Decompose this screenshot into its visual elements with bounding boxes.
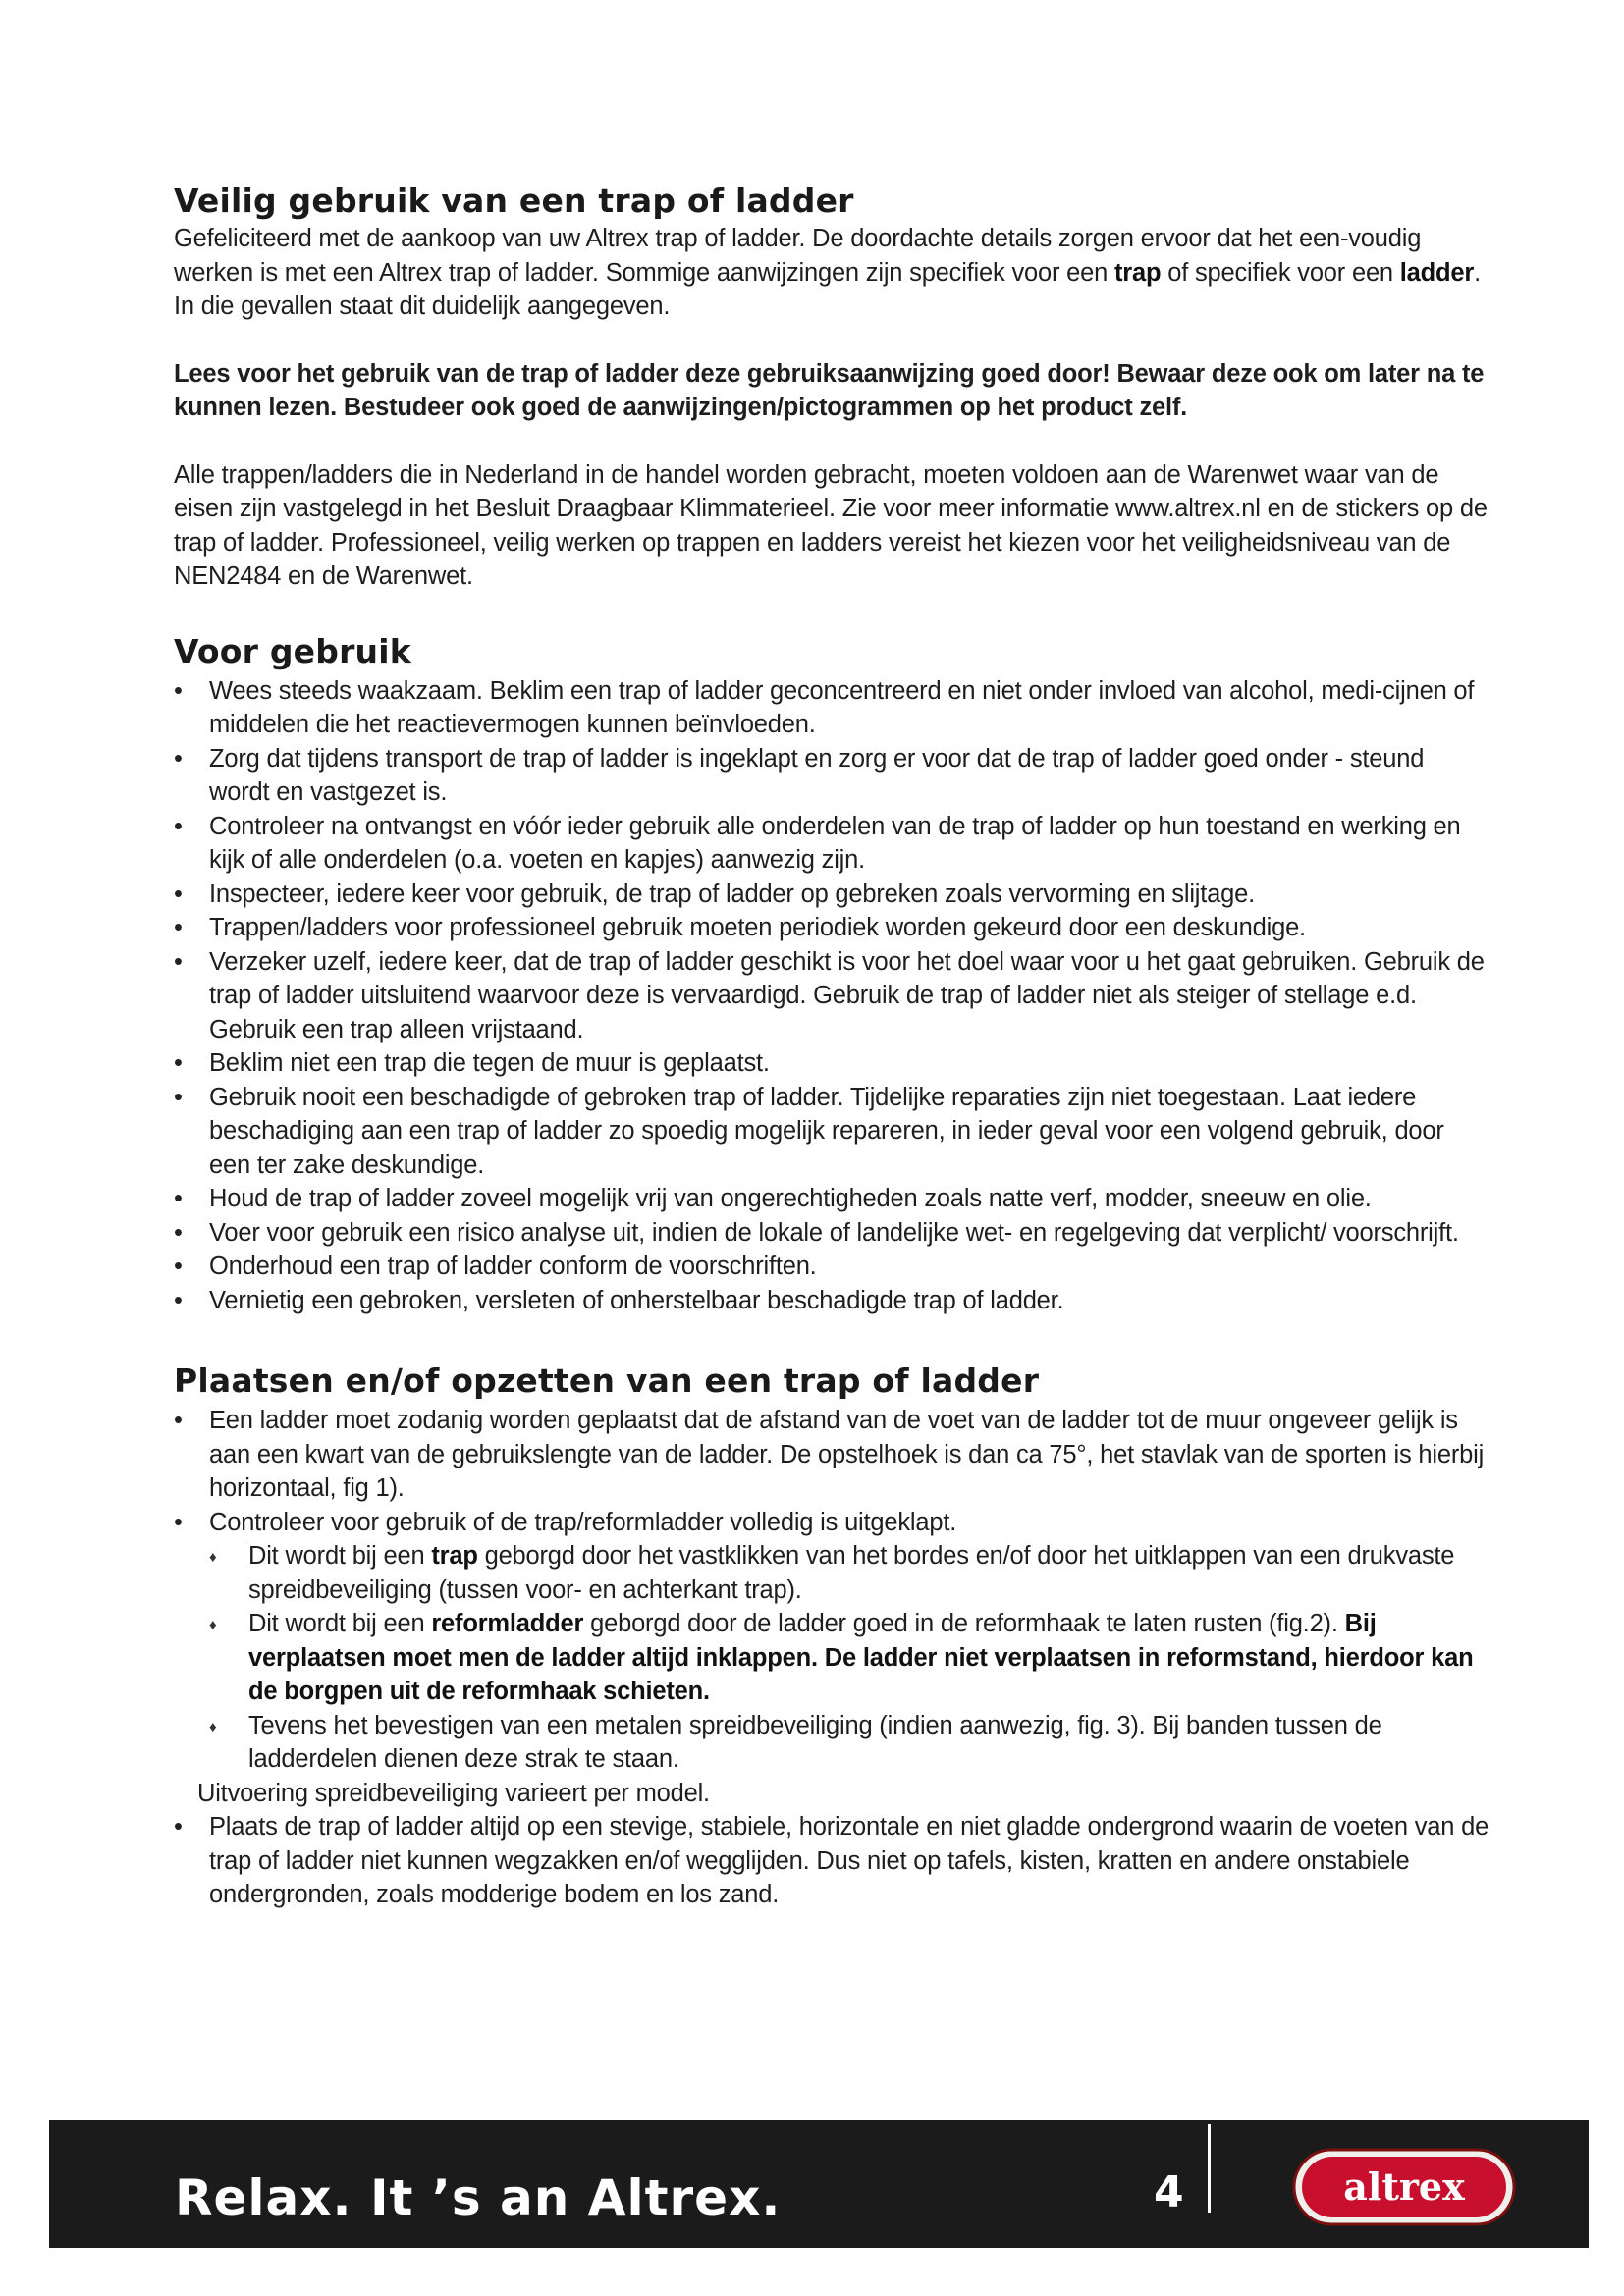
sub-list-item: ♦ Tevens het bevestigen van een metalen spreidbeveiliging (indien aanwezig, fig. 3). Bij banden tussen de ladderdelen dienen deze strak te staan. bbox=[174, 1709, 1489, 1777]
sub-list-item: ♦ Dit wordt bij een reformladder geborgd door de ladder goed in de reformhaak te laten rusten (fig.2). Bij verplaatsen moet men de ladder altijd inklappen. De ladder niet verplaatsen in reformstand, hierdoor kan de borgpen uit de reformhaak schieten. bbox=[174, 1607, 1489, 1709]
footer-bar bbox=[49, 2120, 1589, 2248]
list-item: • Plaats de trap of ladder altijd op een stevige, stabiele, horizontale en niet gladde ondergrond waarin de voeten van de trap of ladder niet kunnen wegzakken en/of wegglijden. Dus niet op tafels, kisten, kratten en andere onstabiele ondergronden, zoals modderige bodem en los zand. bbox=[174, 1810, 1489, 1912]
list-item: • Controleer voor gebruik of de trap/reformladder volledig is uitgeklapt. bbox=[174, 1506, 1489, 1540]
spreidbeveiliging-note: Uitvoering spreidbeveiliging varieert per model. bbox=[197, 1779, 710, 1807]
list-item: • Controleer na ontvangst en vóór ieder gebruik alle onderdelen van de trap of ladder op hun toestand en werking en kijk of alle onderdelen (o.a. voeten en kapjes) aanwezig zijn. bbox=[174, 810, 1489, 878]
list-item: • Vernietig een gebroken, versleten of onherstelbaar beschadigde trap of ladder. bbox=[174, 1284, 1489, 1318]
list-item: • Gebruik nooit een beschadigde of gebroken trap of ladder. Tijdelijke reparaties zijn niet toegestaan. Laat iedere beschadiging aan een trap of ladder zo spoedig mogelijk repareren, in ieder geval voor een volgend gebruik, door een ter zake deskundige. bbox=[174, 1081, 1489, 1183]
warning-paragraph: Lees voor het gebruik van de trap of ladder deze gebruiksaanwijzing goed door! Bewaar deze ook om later na te kunnen lezen. Bestudeer ook goed de aanwijzingen/pictogrammen op het product zelf. bbox=[174, 359, 1485, 421]
section-title-veilig-gebruik: Veilig gebruik van een trap of ladder bbox=[174, 182, 854, 220]
footer-divider bbox=[1208, 2124, 1211, 2213]
plaatsen-sublist bbox=[174, 1539, 1489, 1777]
section-title-voor-gebruik: Voor gebruik bbox=[174, 631, 411, 670]
altrex-logo-text: altrex bbox=[1343, 2164, 1465, 2209]
list-item: • Een ladder moet zodanig worden geplaatst dat de afstand van de voet van de ladder tot de muur ongeveer gelijk is aan een kwart van de gebruikslengte van de ladder. De opstelhoek is dan ca 75°, het stavlak van de sporten is hierbij horizontaal, fig 1). bbox=[174, 1404, 1489, 1506]
list-item: • Wees steeds waakzaam. Beklim een trap of ladder geconcentreerd en niet onder invloed van alcohol, medi-cijnen of middelen die het reactievermogen kunnen beïnvloeden. bbox=[174, 674, 1489, 742]
plaatsen-list-continued bbox=[174, 1810, 1489, 1912]
list-item: • Beklim niet een trap die tegen de muur is geplaatst. bbox=[174, 1046, 1489, 1081]
footer-slogan: Relax. It ’s an Altrex. bbox=[175, 2169, 782, 2226]
list-item: • Trappen/ladders voor professioneel gebruik moeten periodiek worden gekeurd door een deskundige. bbox=[174, 911, 1489, 945]
list-item: • Onderhoud een trap of ladder conform de voorschriften. bbox=[174, 1250, 1489, 1284]
sub-list-item: ♦ Dit wordt bij een trap geborgd door het vastklikken van het bordes en/of door het uitklappen van een drukvaste spreidbeveiliging (tussen voor- en achterkant trap). bbox=[174, 1539, 1489, 1607]
list-item: • Houd de trap of ladder zoveel mogelijk vrij van ongerechtigheden zoals natte verf, modder, sneeuw en olie. bbox=[174, 1182, 1489, 1216]
plaatsen-list bbox=[174, 1404, 1489, 1539]
list-item: • Zorg dat tijdens transport de trap of ladder is ingeklapt en zorg er voor dat de trap of ladder goed onder - steund wordt en vastgezet is. bbox=[174, 742, 1489, 810]
legal-paragraph: Alle trappen/ladders die in Nederland in de handel worden gebracht, moeten voldoen aan de Warenwet waar van de eisen zijn vastgelegd in het Besluit Draagbaar Klimmaterieel. Zie voor meer informatie www.altrex.nl en de stickers op de trap of ladder. Professioneel, veilig werken op trappen en ladders vereist het kiezen voor het veiligheidsniveau van de NEN2484 en de Warenwet. bbox=[174, 460, 1488, 590]
list-item: • Verzeker uzelf, iedere keer, dat de trap of ladder geschikt is voor het doel waar voor u het gaat gebruiken. Gebruik de trap of ladder uitsluitend waarvoor deze is vervaardigd. Gebruik de trap of ladder niet als steiger of stellage e.d. Gebruik een trap alleen vrijstaand. bbox=[174, 945, 1489, 1047]
page-number: 4 bbox=[1154, 2167, 1184, 2217]
page-content bbox=[174, 183, 1489, 1912]
voor-gebruik-list bbox=[174, 674, 1489, 1318]
altrex-logo bbox=[1290, 2146, 1518, 2228]
list-item: • Voer voor gebruik een risico analyse uit, indien de lokale of landelijke wet- en regelgeving dat verplicht/ voorschrijft. bbox=[174, 1216, 1489, 1251]
list-item: • Inspecteer, iedere keer voor gebruik, de trap of ladder op gebreken zoals vervorming en slijtage. bbox=[174, 878, 1489, 912]
section-title-plaatsen: Plaatsen en/of opzetten van een trap of ladder bbox=[174, 1362, 1040, 1400]
intro-paragraph: Gefeliciteerd met de aankoop van uw Altrex trap of ladder. De doordachte details zorgen ervoor dat het een-voudig werken is met een Altrex trap of ladder. Sommige aanwijzingen zijn specifiek voor een trap of specifiek voor een ladder. In die gevallen staat dit duidelijk aangegeven. bbox=[174, 225, 1482, 320]
